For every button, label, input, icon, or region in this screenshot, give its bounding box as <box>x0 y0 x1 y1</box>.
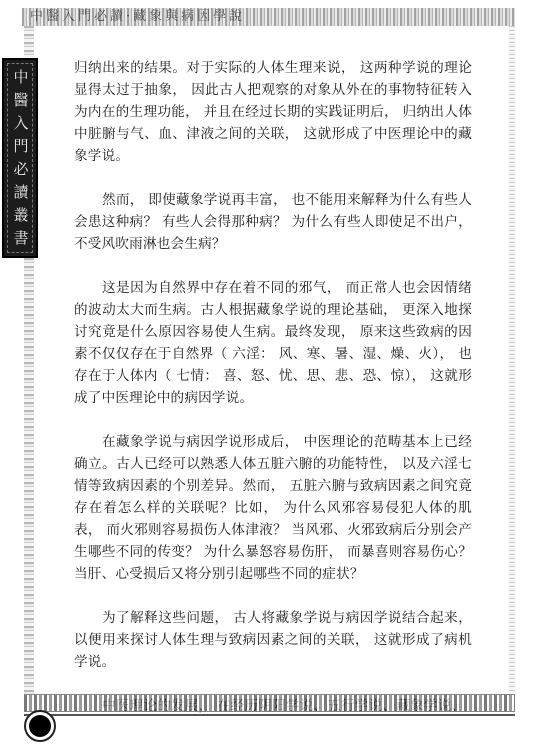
side-banner-char: 醫 <box>13 91 29 109</box>
side-banner-char: 中 <box>13 68 29 86</box>
paragraph: 在藏象学说与病因学说形成后， 中医理论的范畴基本上已经确立。古人已经可以熟悉人体五脏六腑的功能特性， 以及六淫七情等致病因素的个别差异。然而， 五脏六腑与致病因素之间究竟存在着怎么样的关联呢？比如， 为什么风邪容易侵犯人体的肌表， 而火邪则容易损伤人体津液？ 当风邪、火邪致病后分别会产生哪些不同的传变？ 为什么暴怒容易伤肝， 而暴喜则容易伤心？当肝、心受损后又将分别引起哪些不同的症状？ <box>74 434 472 582</box>
side-seal-banner <box>2 58 38 258</box>
side-banner-char: 叢 <box>13 206 29 224</box>
bottom-rule <box>24 714 515 716</box>
side-banner-char: 入 <box>13 114 29 132</box>
side-banner-char: 書 <box>13 229 29 247</box>
right-decorative-border <box>509 26 515 694</box>
side-banner-char: 必 <box>13 160 29 178</box>
paragraph: 然而， 即使藏象学说再丰富， 也不能用来解释为什么有些人会患这种病？ 有些人会得那种病？ 为什么有些人即使足不出户， 不受风吹雨淋也会生病？ <box>74 192 472 252</box>
side-banner-char: 門 <box>13 137 29 155</box>
paragraph: 归纳出来的结果。对于实际的人体生理来说， 这两种学说的理论显得太过于抽象， 因此古人把观察的对象从外在的事物特征转入为内在的生理功能， 并且在经过长期的实践证明后， 归纳出人体中脏腑与气、血、津液之间的关联， 这就形成了中医理论中的藏象学说。 <box>74 60 472 164</box>
body-text <box>74 57 472 717</box>
header-band-text: 中醫入門必讀·藏象與病因學說 <box>30 9 246 24</box>
side-banner-char: 讀 <box>13 183 29 201</box>
paragraph: 这是因为自然界中存在着不同的邪气， 而正常人也会因情绪的波动太大而生病。古人根据藏象学说的理论基础， 更深入地探讨究竟是什么原因容易使人生病。最终发现， 原来这些致病的因素不仅仅存在于自然界（ 六淫： 风、寒、暑、湿、燥、火）， 也存在于人体内（ 七情： 喜、怒、忧、思、悲、恐、惊）， 这就形成了中医理论中的病因学说。 <box>74 280 472 406</box>
page-corner-dot <box>29 715 51 737</box>
paragraph: 为了解释这些问题， 古人将藏象学说与病因学说结合起来， 以便用来探讨人体生理与致病因素之间的关联， 这就形成了病机学说。 <box>74 610 472 670</box>
bottom-decorative-band <box>24 694 515 712</box>
